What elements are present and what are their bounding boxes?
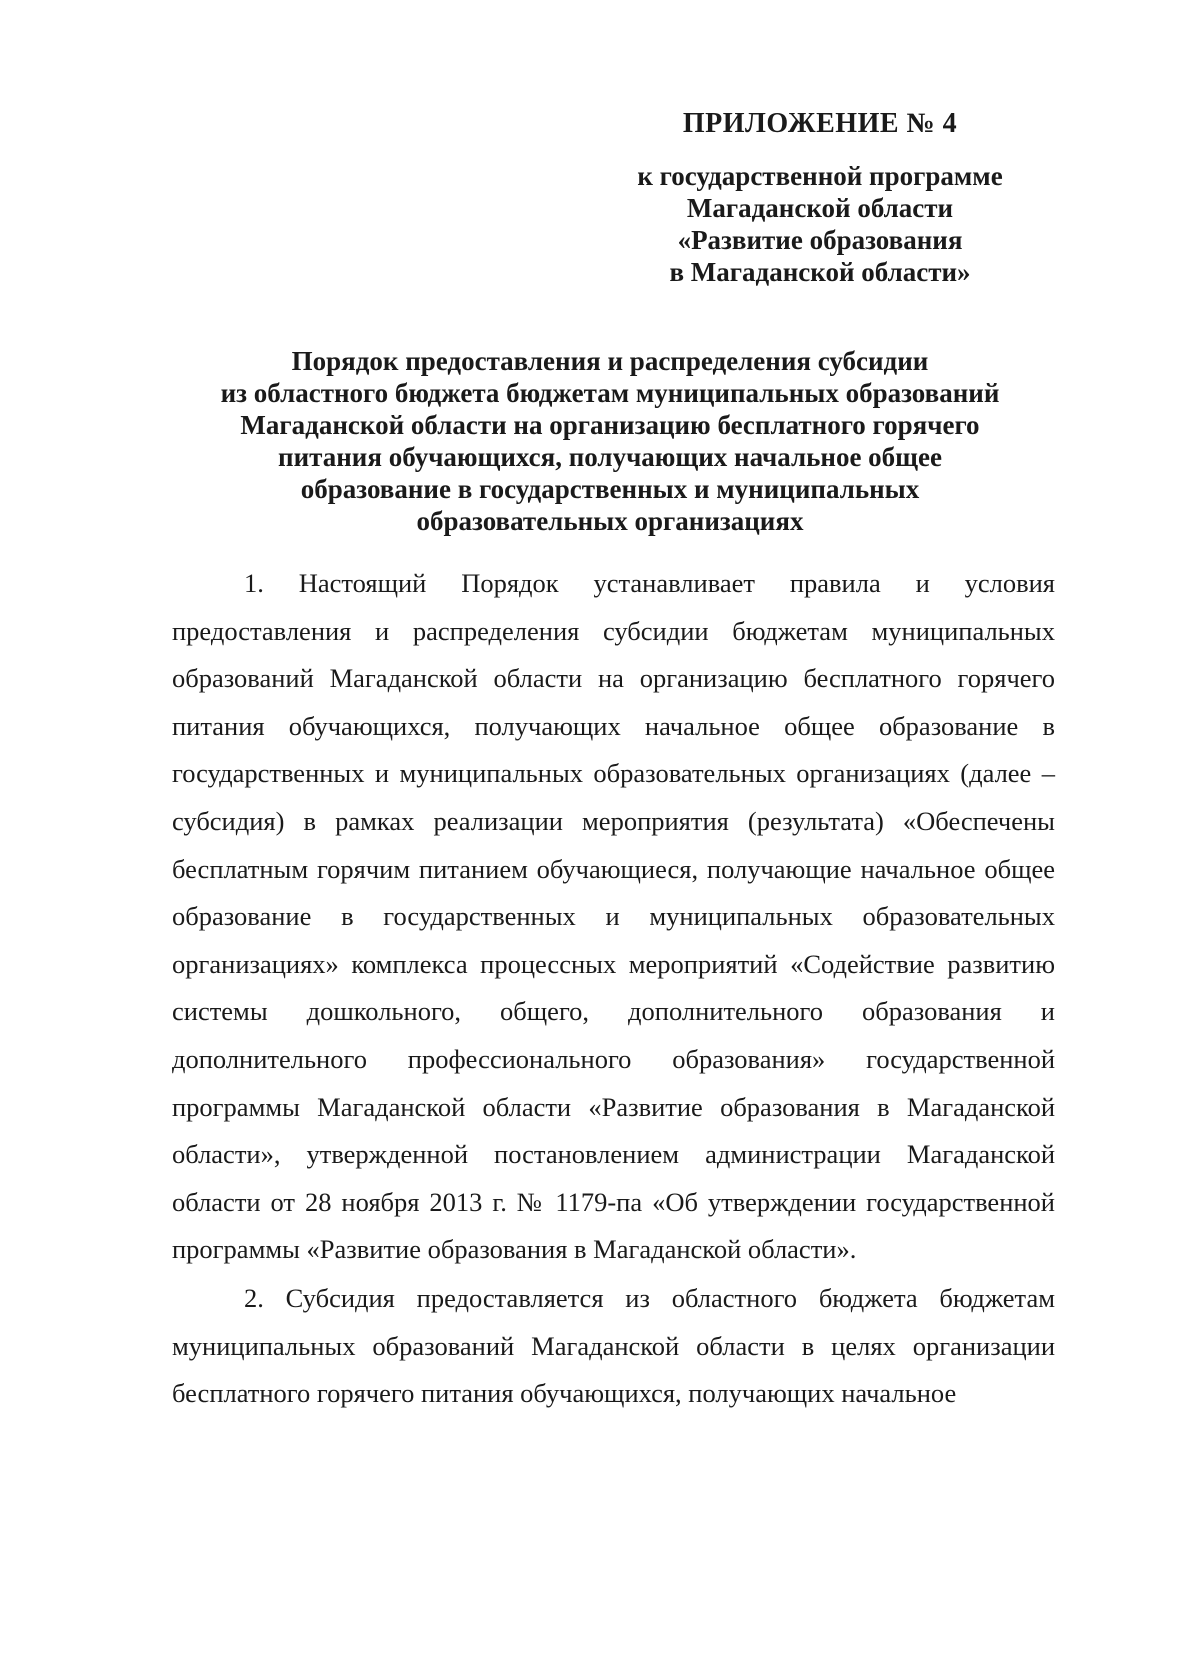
document-title-line: из областного бюджета бюджетам муниципальных образований xyxy=(220,378,1000,408)
document-title-line: Порядок предоставления и распределения субсидии xyxy=(291,346,929,376)
document-title-line: питания обучающихся, получающих начальное общее xyxy=(278,442,942,472)
paragraph-1: 1. Настоящий Порядок устанавливает правила и условия предоставления и распределения субсидии бюджетам муниципальных образований Магаданской области на организацию бесплатного горячего питания обучающихся, получающих начальное общее образование в государственных и муниципальных образовательных организациях (далее – субсидия) в рамках реализации мероприятия (результата) «Обеспечены бесплатным горячим питанием обучающиеся, получающие начальное общее образование в государственных и муниципальных образовательных организациях» комплекса процессных мероприятий «Содействие развитию системы дошкольного, общего, дополнительного образования и дополнительного профессионального образования» государственной программы Магаданской области «Развитие образования в Магаданской области», утвержденной постановлением администрации Магаданской области от 28 ноября 2013 г. № 1179-па «Об утверждении государственной программы «Развитие образования в Магаданской области». xyxy=(172,568,1055,1265)
annex-header xyxy=(600,108,1040,288)
annex-title: ПРИЛОЖЕНИЕ № 4 xyxy=(682,108,958,139)
annex-line: к государственной программе xyxy=(637,161,1003,191)
annex-line: «Развитие образования xyxy=(677,225,963,255)
document-title-line: образовательных организациях xyxy=(416,506,804,536)
document-title xyxy=(160,345,1060,537)
paragraph-2: 2. Субсидия предоставляется из областного бюджета бюджетам муниципальных образований Магаданской области в целях организации бесплатного горячего питания обучающихся, получающих начальное xyxy=(172,1282,1055,1409)
document-title-line: Магаданской области на организацию бесплатного горячего xyxy=(240,410,980,440)
annex-line: в Магаданской области» xyxy=(669,257,971,287)
document-title-line: образование в государственных и муниципальных xyxy=(300,474,920,504)
document-body xyxy=(172,560,1055,1418)
annex-line: Магаданской области xyxy=(686,193,954,223)
